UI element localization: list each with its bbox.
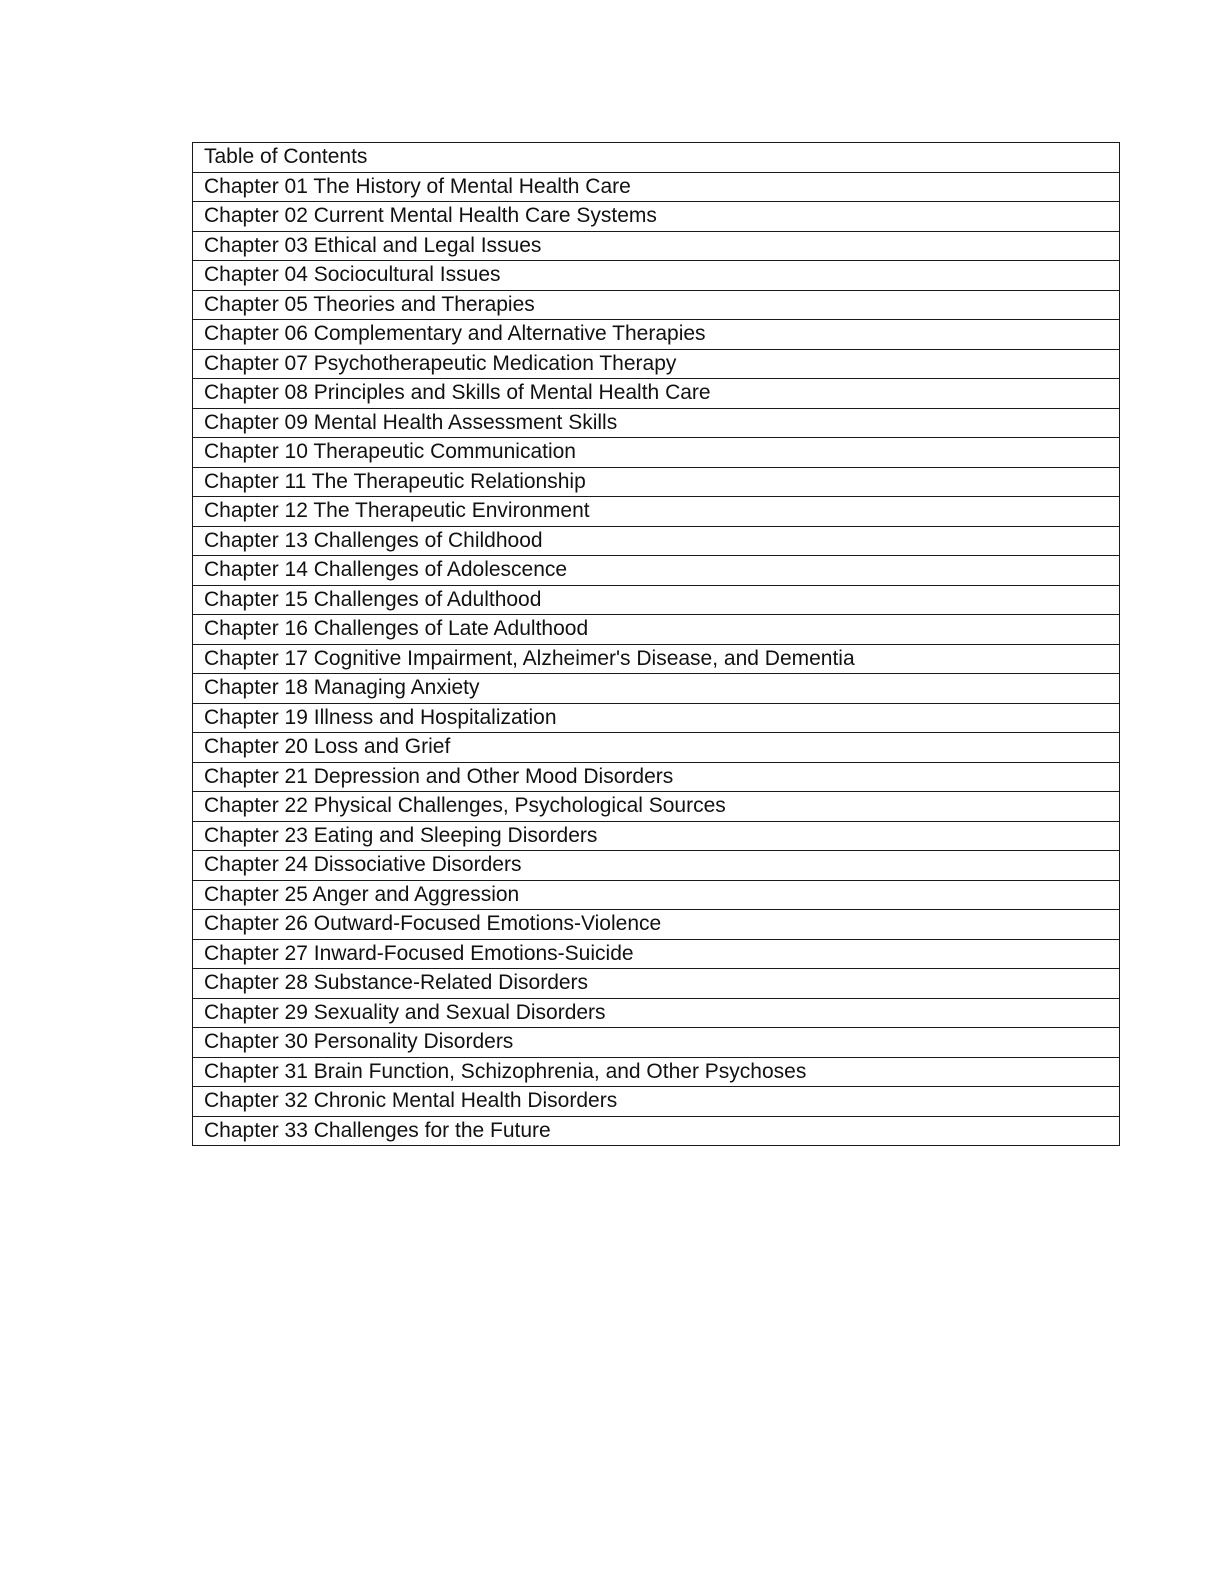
chapter-entry: Chapter 10 Therapeutic Communication	[193, 438, 1120, 468]
chapter-entry: Chapter 16 Challenges of Late Adulthood	[193, 615, 1120, 645]
toc-row	[193, 202, 1120, 232]
chapter-entry: Chapter 22 Physical Challenges, Psychological Sources	[193, 792, 1120, 822]
toc-row	[193, 910, 1120, 940]
chapter-entry: Chapter 02 Current Mental Health Care Systems	[193, 202, 1120, 232]
toc-row	[193, 939, 1120, 969]
chapter-entry: Chapter 19 Illness and Hospitalization	[193, 703, 1120, 733]
chapter-entry: Chapter 15 Challenges of Adulthood	[193, 585, 1120, 615]
toc-row	[193, 644, 1120, 674]
toc-row	[193, 969, 1120, 999]
toc-row	[193, 998, 1120, 1028]
chapter-entry: Chapter 11 The Therapeutic Relationship	[193, 467, 1120, 497]
chapter-entry: Chapter 06 Complementary and Alternative Therapies	[193, 320, 1120, 350]
chapter-entry: Chapter 25 Anger and Aggression	[193, 880, 1120, 910]
toc-heading: Table of Contents	[193, 143, 1120, 173]
toc-row	[193, 320, 1120, 350]
toc-row	[193, 467, 1120, 497]
toc-row	[193, 880, 1120, 910]
toc-row	[193, 349, 1120, 379]
chapter-entry: Chapter 33 Challenges for the Future	[193, 1116, 1120, 1146]
chapter-entry: Chapter 21 Depression and Other Mood Disorders	[193, 762, 1120, 792]
chapter-entry: Chapter 29 Sexuality and Sexual Disorders	[193, 998, 1120, 1028]
chapter-entry: Chapter 08 Principles and Skills of Mental Health Care	[193, 379, 1120, 409]
chapter-entry: Chapter 14 Challenges of Adolescence	[193, 556, 1120, 586]
chapter-entry: Chapter 31 Brain Function, Schizophrenia, and Other Psychoses	[193, 1057, 1120, 1087]
chapter-entry: Chapter 24 Dissociative Disorders	[193, 851, 1120, 881]
toc-row	[193, 1028, 1120, 1058]
chapter-entry: Chapter 01 The History of Mental Health Care	[193, 172, 1120, 202]
toc-row	[193, 851, 1120, 881]
chapter-entry: Chapter 05 Theories and Therapies	[193, 290, 1120, 320]
chapter-entry: Chapter 32 Chronic Mental Health Disorders	[193, 1087, 1120, 1117]
toc-row	[193, 615, 1120, 645]
chapter-entry: Chapter 13 Challenges of Childhood	[193, 526, 1120, 556]
toc-table	[192, 142, 1120, 1146]
chapter-entry: Chapter 07 Psychotherapeutic Medication Therapy	[193, 349, 1120, 379]
chapter-entry: Chapter 18 Managing Anxiety	[193, 674, 1120, 704]
chapter-entry: Chapter 27 Inward-Focused Emotions-Suicide	[193, 939, 1120, 969]
chapter-entry: Chapter 28 Substance-Related Disorders	[193, 969, 1120, 999]
chapter-entry: Chapter 30 Personality Disorders	[193, 1028, 1120, 1058]
toc-row	[193, 1057, 1120, 1087]
chapter-entry: Chapter 17 Cognitive Impairment, Alzheimer's Disease, and Dementia	[193, 644, 1120, 674]
toc-row	[193, 231, 1120, 261]
toc-row	[193, 821, 1120, 851]
chapter-entry: Chapter 09 Mental Health Assessment Skills	[193, 408, 1120, 438]
chapter-entry: Chapter 26 Outward-Focused Emotions-Violence	[193, 910, 1120, 940]
toc-row	[193, 290, 1120, 320]
toc-row	[193, 438, 1120, 468]
chapter-entry: Chapter 03 Ethical and Legal Issues	[193, 231, 1120, 261]
chapter-entry: Chapter 12 The Therapeutic Environment	[193, 497, 1120, 527]
toc-heading-row	[193, 143, 1120, 173]
toc-row	[193, 733, 1120, 763]
toc-row	[193, 556, 1120, 586]
toc-row	[193, 379, 1120, 409]
toc-row	[193, 762, 1120, 792]
chapter-entry: Chapter 20 Loss and Grief	[193, 733, 1120, 763]
toc-row	[193, 674, 1120, 704]
toc-row	[193, 703, 1120, 733]
chapter-entry: Chapter 23 Eating and Sleeping Disorders	[193, 821, 1120, 851]
toc-row	[193, 497, 1120, 527]
toc-row	[193, 1116, 1120, 1146]
toc-row	[193, 526, 1120, 556]
toc-row	[193, 408, 1120, 438]
toc-row	[193, 585, 1120, 615]
toc-row	[193, 261, 1120, 291]
chapter-entry: Chapter 04 Sociocultural Issues	[193, 261, 1120, 291]
toc-row	[193, 172, 1120, 202]
toc-row	[193, 792, 1120, 822]
toc-row	[193, 1087, 1120, 1117]
